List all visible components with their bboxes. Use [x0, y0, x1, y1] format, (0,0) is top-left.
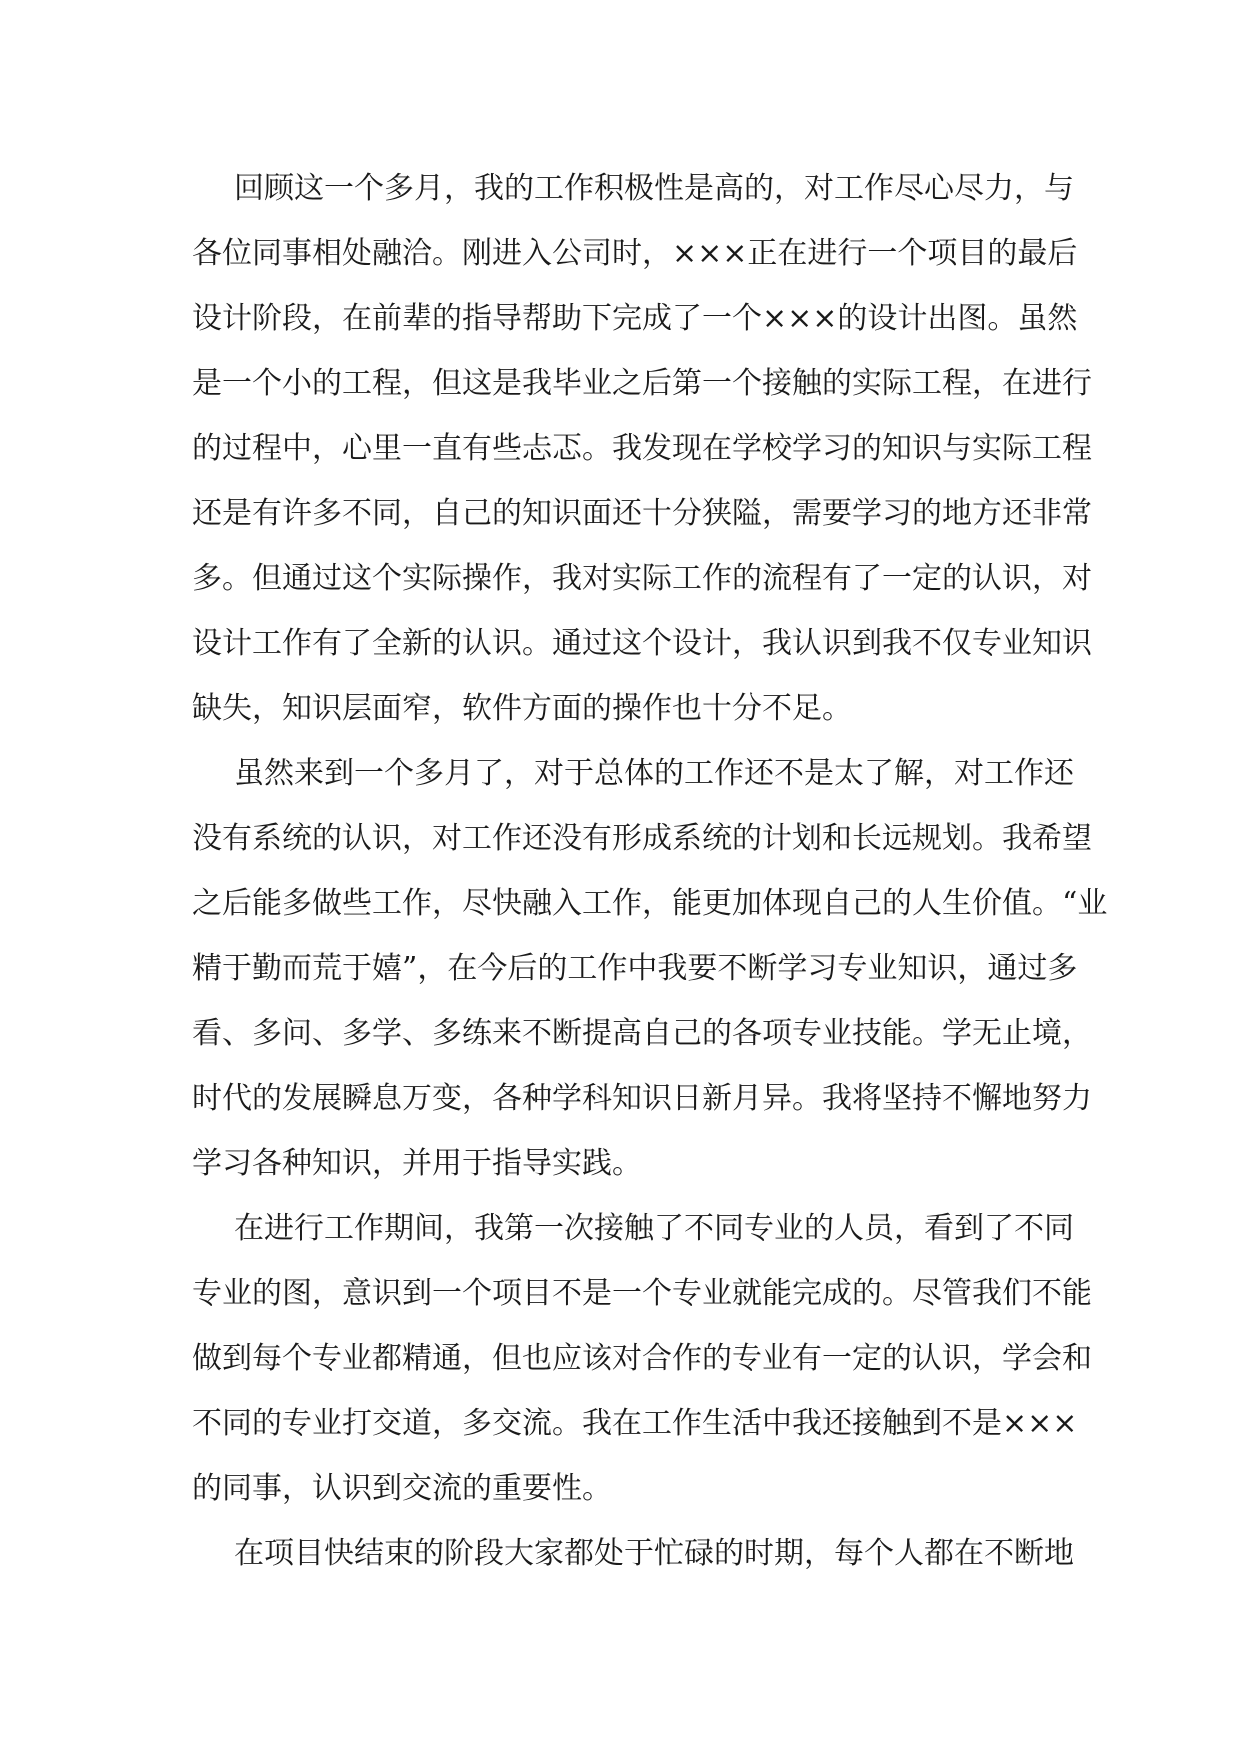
text-line: 多。但通过这个实际操作，我对实际工作的流程有了一定的认识，对 — [192, 561, 1092, 596]
paragraph-3 — [192, 1196, 1092, 1521]
text-line: 专业的图，意识到一个项目不是一个专业就能完成的。尽管我们不能 — [192, 1276, 1092, 1311]
document-body — [192, 156, 1108, 1586]
text-line: 精于勤而荒于嬉”，在今后的工作中我要不断学习专业知识，通过多 — [192, 951, 1078, 986]
text-line: 设计阶段，在前辈的指导帮助下完成了一个×××的设计出图。虽然 — [192, 301, 1078, 336]
text-line: 没有系统的认识，对工作还没有形成系统的计划和长远规划。我希望 — [192, 821, 1092, 856]
text-line: 在项目快结束的阶段大家都处于忙碌的时期，每个人都在不断地 — [234, 1536, 1074, 1571]
text-line: 设计工作有了全新的认识。通过这个设计，我认识到我不仅专业知识 — [192, 626, 1092, 661]
text-line: 的同事，认识到交流的重要性。 — [192, 1471, 612, 1506]
text-line: 是一个小的工程，但这是我毕业之后第一个接触的实际工程，在进行 — [192, 366, 1092, 401]
text-line: 在进行工作期间，我第一次接触了不同专业的人员，看到了不同 — [234, 1211, 1074, 1246]
paragraph-2 — [192, 741, 1108, 1196]
text-line: 不同的专业打交道，多交流。我在工作生活中我还接触到不是××× — [192, 1406, 1078, 1441]
paragraph-1 — [192, 156, 1092, 741]
text-line: 缺失，知识层面窄，软件方面的操作也十分不足。 — [192, 691, 852, 726]
text-line: 学习各种知识，并用于指导实践。 — [192, 1146, 642, 1181]
text-line: 虽然来到一个多月了，对于总体的工作还不是太了解，对工作还 — [234, 756, 1074, 791]
paragraph-4 — [192, 1521, 1074, 1586]
text-line: 还是有许多不同，自己的知识面还十分狭隘，需要学习的地方还非常 — [192, 496, 1092, 531]
text-line: 看、多问、多学、多练来不断提高自己的各项专业技能。学无止境， — [192, 1016, 1092, 1051]
text-line: 各位同事相处融洽。刚进入公司时，×××正在进行一个项目的最后 — [192, 236, 1078, 271]
text-line: 时代的发展瞬息万变，各种学科知识日新月异。我将坚持不懈地努力 — [192, 1081, 1092, 1116]
text-line: 的过程中，心里一直有些忐忑。我发现在学校学习的知识与实际工程 — [192, 431, 1092, 466]
text-line: 之后能多做些工作，尽快融入工作，能更加体现自己的人生价值。“业 — [192, 886, 1108, 921]
text-line: 做到每个专业都精通，但也应该对合作的专业有一定的认识，学会和 — [192, 1341, 1092, 1376]
text-line: 回顾这一个多月，我的工作积极性是高的，对工作尽心尽力，与 — [234, 171, 1074, 206]
